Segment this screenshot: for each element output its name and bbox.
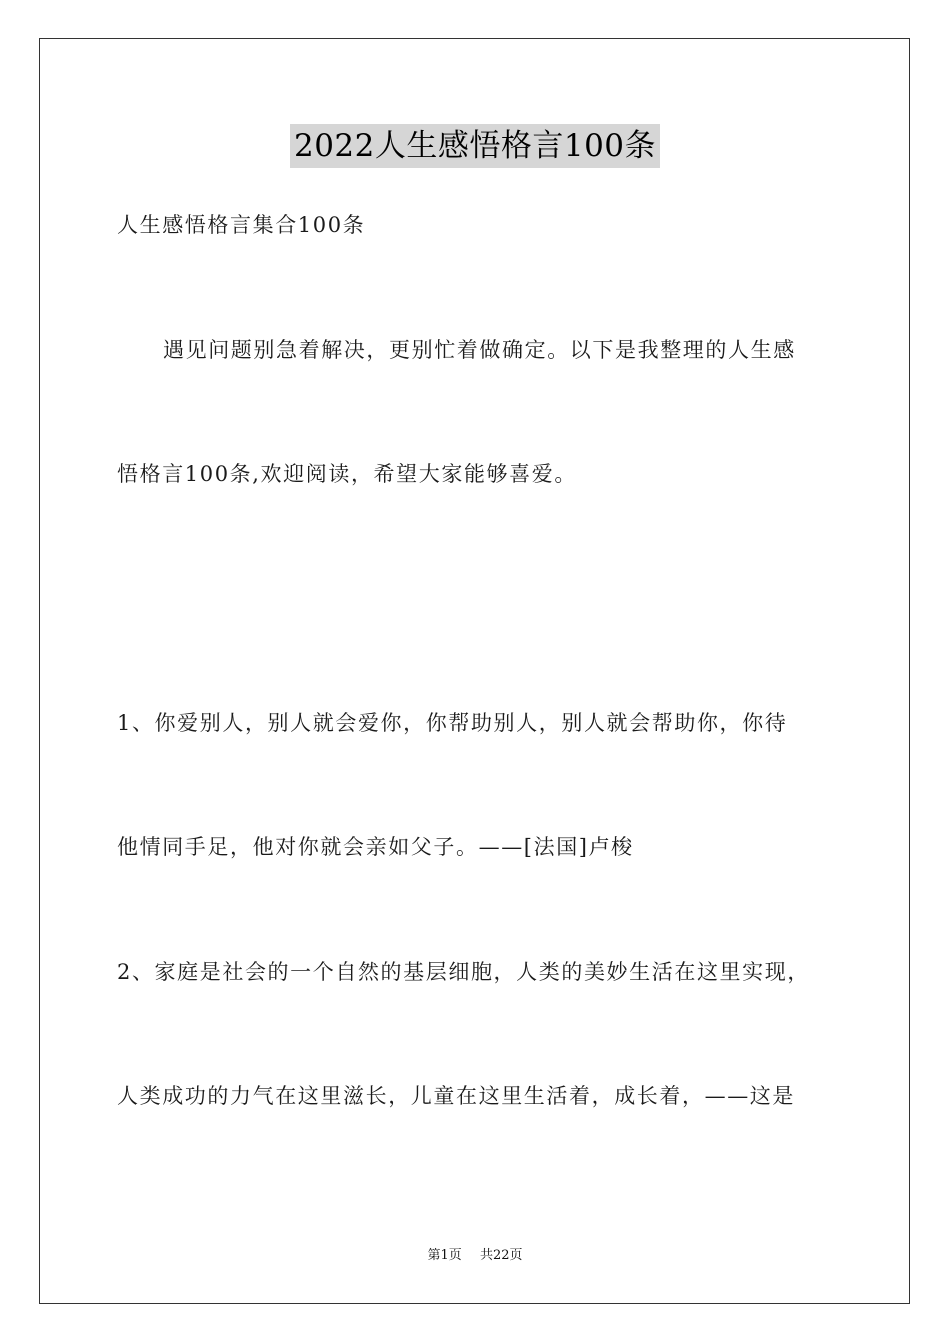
page-number: 第1页 bbox=[427, 1248, 462, 1263]
item-2-line-2: 人类成功的力气在这里滋长，儿童在这里生活着，成长着，——这是 bbox=[117, 1084, 795, 1108]
document-subtitle: 人生感悟格言集合100条 bbox=[117, 213, 366, 237]
item-1-line-1: 1、你爱别人，别人就会爱你，你帮助别人，别人就会帮助你，你待 bbox=[117, 711, 788, 735]
page-total: 共22页 bbox=[479, 1248, 523, 1263]
document-title: 2022人生感悟格言100条 bbox=[290, 124, 660, 168]
title-container bbox=[0, 124, 950, 168]
intro-line-2: 悟格言100条,欢迎阅读，希望大家能够喜爱。 bbox=[117, 462, 577, 486]
item-2-line-1: 2、家庭是社会的一个自然的基层细胞，人类的美妙生活在这里实现， bbox=[117, 960, 810, 984]
intro-line-1: 遇见问题别急着解决，更别忙着做确定。以下是我整理的人生感 bbox=[163, 338, 796, 362]
page-footer bbox=[0, 1247, 950, 1265]
item-1-line-2: 他情同手足，他对你就会亲如父子。——[法国]卢梭 bbox=[117, 835, 634, 859]
